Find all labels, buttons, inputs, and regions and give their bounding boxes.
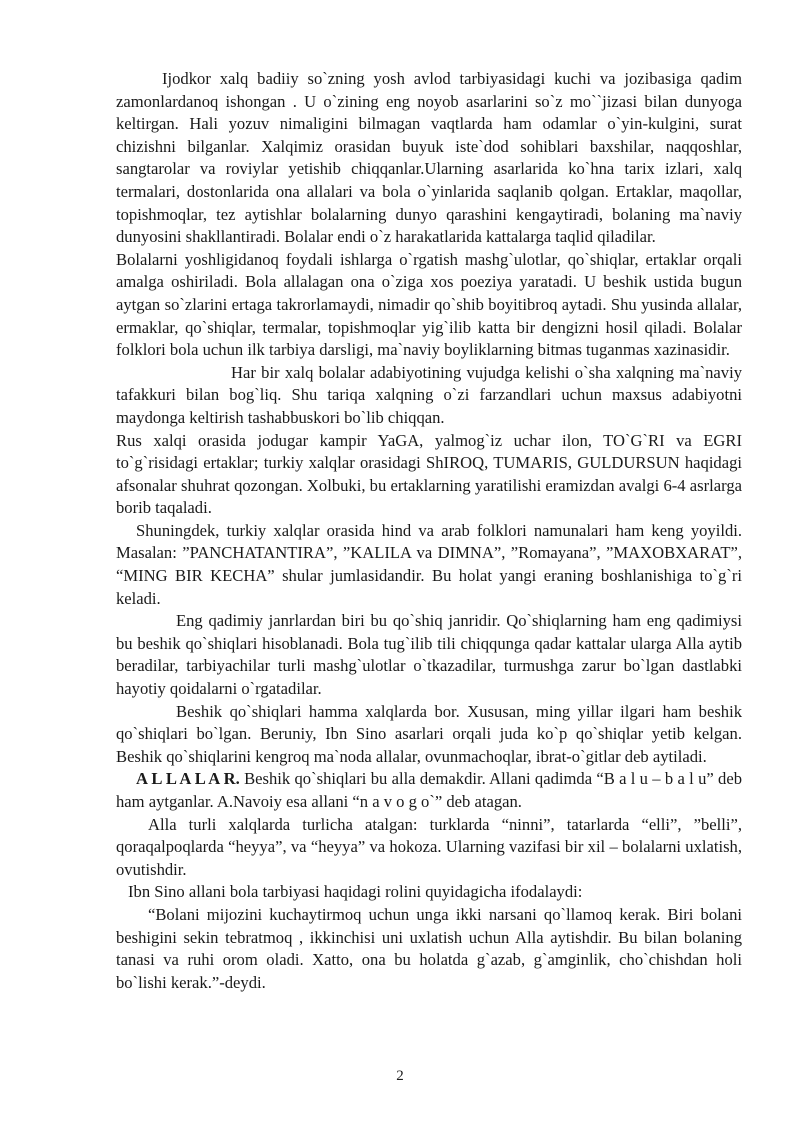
paragraph-alla-turli: Alla turli xalqlarda turlicha atalgan: turklarda “ninni”, tatarlarda “elli”, ”belli”, qoraqalpoqlarda “heyya”, va “heyya” va hokoza. Ularning vazifasi bir xil – bolalarni uxlatish, ovutishdir.	[116, 814, 742, 879]
paragraph-beshik-qoshiqlari: Beshik qo`shiqlari hamma xalqlarda bor. Xususan, ming yillar ilgari ham beshik qo`shiqlari bo`lgan. Beruniy, Ibn Sino asarlari orqali juda ko`p qo`shiqlar yetib kelgan. Beshik qo`shiqlarini kengroq ma`noda allalar, ovunmachoqlar, ibrat-o`gitlar deb aytiladi.	[116, 701, 742, 766]
paragraph-eng-qadimiy: Eng qadimiy janrlardan biri bu qo`shiq janridir. Qo`shiqlarning ham eng qadimiysi bu beshik qo`shiqlari hisoblanadi. Bola tug`ilib tili chiqqunga qadar kattalar ularga Alla aytib beradilar, tarbiyachilar turli mashg`ulotlar o`tkazadilar, turmushga zarur bo`lgan dastlabki hayotiy qoidalarni o`rgatadilar.	[116, 611, 742, 699]
paragraph-quote: “Bolani mijozini kuchaytirmoq uchun unga ikki narsani qo`llamoq kerak. Biri bolani beshigini sekin tebratmoq , ikkinchisi uni uxlatish uchun Alla aytishdir. Bu bilan bolaning tanasi va ruhi orom oladi. Xatto, ona bu holatda g`azab, g`amginlik, cho`chishdan holi bo`lishi kerak.”-deydi.	[116, 904, 742, 992]
document-body	[116, 68, 742, 994]
paragraph-bolalarni-yoshligidanoq: Bolalarni yoshligidanoq foydali ishlarga o`rgatish mashg`ulotlar, qo`shiqlar, ertaklar orqali amalga oshiriladi. Bola allalagan ona o`ziga xos poeziya yaratadi. U beshik ustida bugun aytgan so`zlarini ertaga takrorlamaydi, nimadir qo`shib boyitibroq aytadi. Shu yusinda allalar, ermaklar, qo`shiqlar, termalar, topishmoqlar yig`ilib katta bir dengizni hosil qiladi. Bolalar folklori bola uchun ilk tarbiya darsligi, ma`naviy boyliklarning bitmas tuganmas xazinasidir.	[116, 249, 742, 360]
paragraph-rus-xalqi: Rus xalqi orasida jodugar kampir YaGA, yalmog`iz uchar ilon, TO`G`RI va EGRI to`g`risidagi ertaklar; turkiy xalqlar orasidagi ShIROQ, TUMARIS, GULDURSUN haqidagi afsonalar shuhrat qozongan. Xolbuki, bu ertaklarning yaratilishi eramizdan avalgi 6-4 asrlarga borib taqaladi.	[116, 430, 742, 518]
paragraph-allalar	[116, 768, 742, 813]
allalar-heading: A L L A L A R.	[136, 769, 240, 789]
paragraph-har-bir-xalq: Har bir xalq bolalar adabiyotining vujudga kelishi o`sha xalqning ma`naviy tafakkuri bilan bog`liq. Shu tariqa xalqning o`zi farzandlari uchun maxsus adabiyotni maydonga keltirish tashabbuskori bo`lib chiqqan.	[116, 362, 742, 427]
paragraph-shuningdek: Shuningdek, turkiy xalqlar orasida hind va arab folklori namunalari ham keng yoyildi. Masalan: ”PANCHATANTIRA”, ”KALILA va DIMNA”, ”Romayana”, ”MAXOBXARAT”, “MING BIR KECHA” shular jumlasidandir. Bu holat yangi eraning boshlanishiga to`g`ri keladi.	[116, 520, 742, 608]
paragraph-ijodkor-xalq: Ijodkor xalq badiiy so`zning yosh avlod tarbiyasidagi kuchi va jozibasiga qadim zamonlardanoq ishongan . U o`zining eng noyob asarlarini so`z mo``jizasi bilan dunyoga keltirgan. Hali yozuv nimaligini bilmagan vaqtlarda ham odamlar o`yin-kulgini, surat chizishni bilganlar. Xalqimiz orasidan buyuk iste`dod sohiblari baxshilar, naqqoshlar, sangtarolar va roviylar yetishib chiqqanlar.Ularning asarlarida ko`hna tarix izlari, xalq termalari, dostonlarida ona allalari va bola o`yinlarida saqlanib qolgan. Ertaklar, maqollar, topishmoqlar, tez aytishlar bolalarning dunyo qarashini kengaytiradi, bolaning ma`naviy dunyosini shakllantiradi. Bolalar endi o`z harakatlarida kattalarga taqlid qiladilar.	[116, 69, 742, 247]
page-number: 2	[396, 1068, 404, 1084]
allalar-text: Beshik qo`shiqlari bu alla demakdir. Allani qadimda “B a l u – b a l u” deb ham aytganlar. A.Navoiy esa allani “n a v o g o`” deb atagan.	[116, 769, 742, 811]
paragraph-ibn-sino: Ibn Sino allani bola tarbiyasi haqidagi rolini quyidagicha ifodalaydi:	[128, 882, 583, 902]
